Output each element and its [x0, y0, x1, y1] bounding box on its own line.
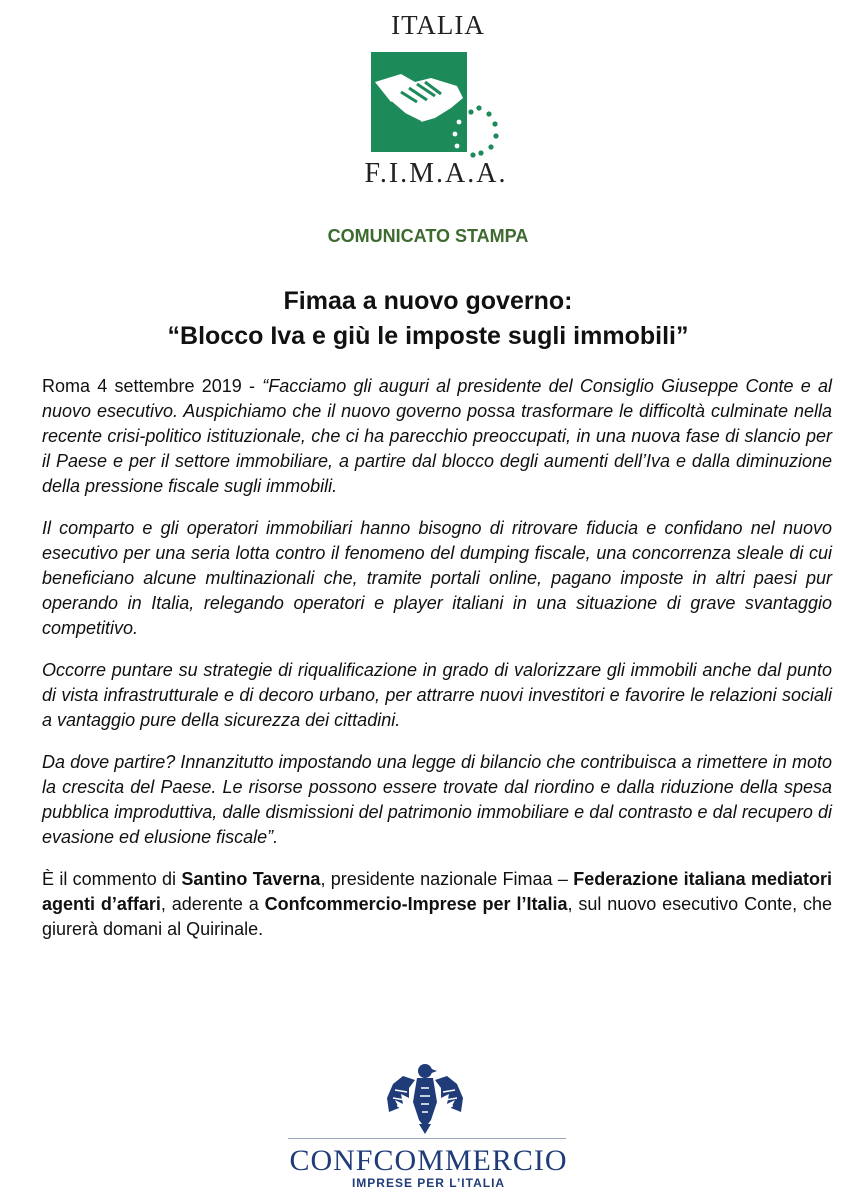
fimaa-logo: [353, 10, 518, 189]
president-name: Santino Taverna: [181, 869, 321, 889]
logo-divider: [288, 1138, 566, 1139]
paragraph-4: [42, 750, 832, 850]
quote-text: Il comparto e gli operatori immobiliari hanno bisogno di ritrovare fiducia e confidano nel nuovo esecutivo per una seria lotta contro il fenomeno del dumping fiscale, una concorrenza sleale di cui beneficiano alcune multinazionali che, tramite portali online, pagano imposte in altri paesi pur operando in Italia, relegando operatori e player italiani in una situazione di grave svantaggio competitivo.: [42, 518, 832, 638]
text: , aderente a: [160, 894, 265, 914]
text: È il commento di: [42, 869, 182, 889]
brand-name: CONFCOMMERCIO: [289, 1144, 568, 1177]
paragraph-3: [42, 658, 832, 733]
logo-word-fimaa: F.I.M.A.A.: [364, 158, 508, 189]
headline-line-2: “Blocco Iva e giù le imposte sugli immobili”: [167, 322, 689, 350]
quote-text: Da dove partire? Innanzitutto impostando una legge di bilancio che contribuisca a rimettere in moto la crescita del Paese. Le risorse possono essere trovate dal riordino e dalla riduzione della spesa pubblica improduttiva, dalle dismissioni del patrimonio immobiliare e dal contrasto e dal recupero di evasione ed elusione fiscale”.: [42, 752, 832, 847]
quote-text: “Facciamo gli auguri al presidente del Consiglio Giuseppe Conte e al nuovo esecutivo. Auspichiamo che il nuovo governo possa trasformare le difficoltà culminate nella recente crisi-politico istituzionale, che ci ha parecchio preoccupati, in una nuova fase di slancio per il Paese e per il settore immobiliare, a partire dal blocco degli aumenti dell’Iva e dalla diminuzione della pressione fiscale sugli immobili.: [42, 376, 832, 496]
article-body: [42, 374, 832, 959]
paragraph-2: [42, 516, 832, 641]
dateline: Roma 4 settembre 2019 -: [42, 376, 263, 396]
federation-name: Federazione italiana mediatori agenti d’affari: [42, 869, 833, 914]
eagle-icon: [385, 1062, 465, 1134]
headline: [0, 284, 856, 354]
quote-text: Occorre puntare su strategie di riqualificazione in grado di valorizzare gli immobili anche dal punto di vista infrastrutturale e di decoro urbano, per attrarre nuovi investitori e favorire le relazioni sociali a vantaggio pure della sicurezza dei cittadini.: [42, 660, 832, 730]
headline-line-1: Fimaa a nuovo governo:: [283, 287, 573, 315]
confcommercio-name: Confcommercio-Imprese per l’Italia: [264, 894, 568, 914]
paragraph-1: [42, 374, 832, 499]
handshake-icon: [371, 52, 501, 158]
text: , presidente nazionale Fimaa –: [320, 869, 574, 889]
confcommercio-logo: [286, 1062, 576, 1192]
paragraph-5: [42, 867, 832, 942]
text: , sul nuovo esecutivo Conte, che giurerà domani al Quirinale.: [42, 894, 833, 939]
brand-tagline: IMPRESE PER L’ITALIA: [351, 1176, 506, 1190]
logo-word-italia: ITALIA: [391, 10, 485, 40]
press-release-kicker: COMUNICATO STAMPA: [327, 226, 529, 246]
